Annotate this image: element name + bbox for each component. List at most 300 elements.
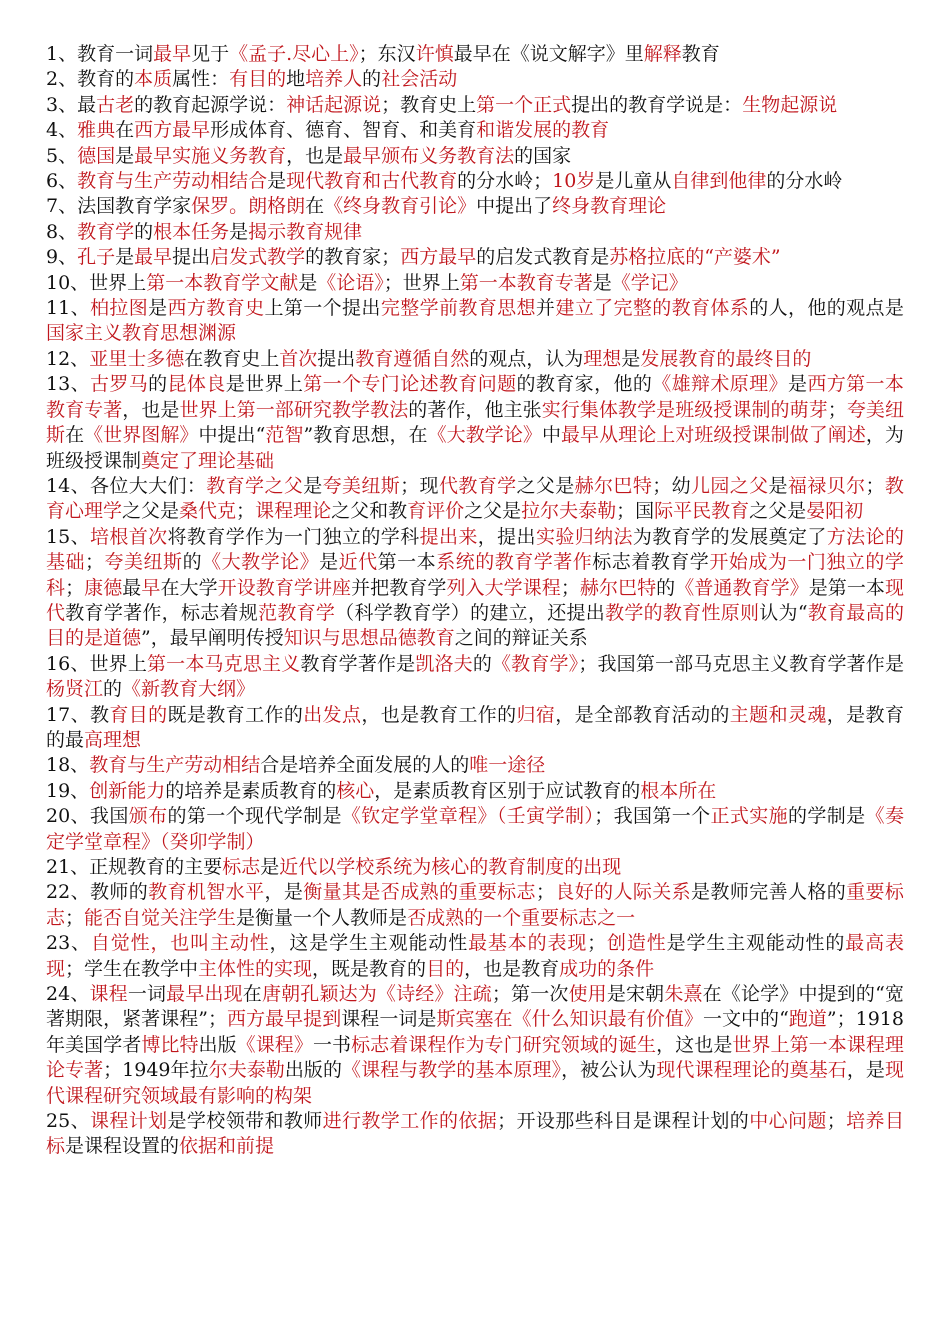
body-text: 的教育家； [305,246,401,269]
highlighted-text: 生物起源说 [742,93,838,116]
body-text: 在《论学》中提到的“宽著期限，紧著课程”； [46,983,904,1031]
body-text: ，提出 [477,525,536,548]
body-text: 的 [103,678,123,701]
body-text: 是 [621,347,641,370]
body-text: 11、 [46,297,90,320]
list-item [46,474,904,525]
highlighted-text: 西方教育史 [167,297,265,320]
body-text: 的 [134,220,154,243]
highlighted-text: 《大教学论》 [427,424,542,447]
body-text: 的观点，认为 [469,347,584,370]
highlighted-text: 最早颁布义务教育法 [343,144,515,167]
body-text: 8、 [46,220,78,243]
body-text: 15、 [46,525,90,548]
highlighted-text: 课程理论 [255,500,332,523]
body-text: ；我国第一个 [594,805,711,828]
body-text: ； [236,500,256,523]
highlighted-text: 自觉性，也叫主动性 [90,932,270,955]
body-text: 23、 [46,932,91,955]
body-text: 5、 [46,144,78,167]
body-text: 中提出了 [476,195,553,218]
highlighted-text: 育评价 [407,500,465,523]
body-text: ； [535,881,555,904]
body-text: 合是培养全面发展的人的 [260,754,470,777]
highlighted-text: 现代 [46,576,904,624]
body-text: 是衡量一个人教师是 [236,906,408,929]
body-text: ；世界上 [383,271,460,294]
list-item [46,855,904,880]
highlighted-text: 《课程》 [236,1033,313,1056]
highlighted-text: 最基本的表现 [468,932,588,955]
body-text: 是学生主观能动性的 [666,932,846,955]
highlighted-text: 首次 [279,347,318,370]
body-text: 是学校领带和教师 [167,1110,323,1133]
highlighted-text: 拉尔夫泰勒 [521,500,617,523]
body-text: 标志着教育学 [592,551,710,574]
highlighted-text: 开设教育学讲座 [217,576,352,599]
list-item [46,880,904,931]
list-item [46,93,904,118]
body-text: ，也是 [286,144,344,167]
body-text: ； [85,551,105,574]
body-text: 的人，他的观点是 [749,297,904,320]
body-text: 2、教育的 [46,68,135,91]
body-text: 为教育学的发展奠定了 [632,525,827,548]
highlighted-text: 启发式教学 [210,246,306,269]
body-text: 提出 [172,246,211,269]
list-item [46,652,904,703]
highlighted-text: 培养目标 [46,1110,904,1158]
body-text: ； [65,576,85,599]
body-text: 在 [115,119,135,142]
list-item [46,703,904,754]
highlighted-text: 范智 [265,424,304,447]
body-text: 24、 [46,983,90,1006]
highlighted-text: 《大教学论》 [202,551,320,574]
body-text: ；国 [616,500,655,523]
body-text: 的教育起源学说： [134,93,287,116]
highlighted-text: 开始成为一门独立的学科 [46,551,904,599]
highlighted-text: 使用 [568,983,607,1006]
body-text: ，被公认为 [561,1059,657,1082]
body-text: 属性： [172,68,230,91]
highlighted-text: 最早实施义务教育 [134,144,287,167]
highlighted-text: 《雄辩术原理》 [652,373,788,396]
highlighted-text: 否成熟的一个重要标志之一 [407,906,636,929]
body-text: 是课程设置的 [65,1135,180,1158]
body-text: 是 [115,144,135,167]
highlighted-text: 出发点 [303,703,362,726]
highlighted-text: 实行集体教学是班级授课制的萌芽 [541,398,828,421]
list-item [46,982,904,1109]
body-text: ，这也是 [656,1033,733,1056]
body-text: 12、 [46,347,90,370]
highlighted-text: 国家主义教育思想渊源 [46,322,237,345]
body-text: 19、 [46,779,90,802]
body-text: ，是全部教育活动的 [555,703,730,726]
highlighted-text: 最早出现 [166,983,243,1006]
highlighted-text: 苏格拉底的“产婆术” [609,246,781,269]
list-item [46,144,904,169]
highlighted-text: 教育与生产劳动相结合 [77,170,268,193]
body-text: 6、 [46,170,78,193]
body-text: 之父是 [122,500,180,523]
highlighted-text: 际平民教育 [654,500,750,523]
body-text: ”教育思想，在 [303,424,428,447]
body-text: 是 [768,474,788,497]
body-text: ；学生在教学中 [65,957,199,980]
body-text: 21、正规教育的主要 [46,856,223,878]
highlighted-text: 有目的 [229,68,287,91]
highlighted-text: 系统的教育学著作 [436,551,593,574]
highlighted-text: 最早 [134,246,173,269]
highlighted-text: 亚里士多德 [89,347,185,370]
body-text: 25、 [46,1110,90,1133]
body-text: 并 [535,297,556,320]
highlighted-text: 根本任务 [153,220,230,243]
highlighted-text: 晏阳初 [806,500,864,523]
list-item [46,220,904,245]
highlighted-text: 赫尔巴特 [574,474,653,497]
highlighted-text: 理想 [583,347,622,370]
list-item [46,931,904,982]
body-text: ；我国第一部马克思主义教育学著作是 [578,652,904,675]
body-text: 是 [115,246,135,269]
body-text: ； [827,398,847,421]
list-item [46,296,904,347]
highlighted-text: 桑代克 [179,500,237,523]
body-text: ；1949年拉 [103,1059,209,1082]
highlighted-text: 《世界图解》 [84,424,199,447]
list-item [46,42,904,67]
body-text: ；幼 [652,474,691,497]
body-text: 并把教育学 [351,576,447,599]
highlighted-text: 夸美纽斯 [46,398,904,447]
body-text: 1、教育一词 [46,43,154,65]
highlighted-text: 正式实施 [710,805,789,828]
body-text: 认为“ [759,601,808,624]
body-text: 将教育学作为一门独立的学科 [167,525,420,548]
body-text: ”，最早阐明传授 [141,627,284,650]
highlighted-text: 早 [141,576,161,599]
list-item [46,525,904,652]
body-text: 是 [229,220,249,243]
body-text: ； [560,576,580,599]
body-text: ；开设那些科目是课程计划的 [497,1110,750,1133]
body-text: 的国家 [514,144,572,167]
highlighted-text: 斯宾塞在《什么知识最有价值》 [436,1008,703,1031]
body-text: 是宋朝 [606,983,665,1006]
highlighted-text: 实验归纳法 [535,525,633,548]
highlighted-text: 范教育学 [258,601,336,624]
highlighted-text: 神话起源说 [286,93,382,116]
body-text: 形成体育、德育、智育、和美育 [210,119,477,142]
highlighted-text: 方法论的基础 [46,525,904,574]
highlighted-text: 列入大学课程 [446,576,561,599]
body-text: 最早在《说文解字》里 [453,43,644,65]
highlighted-text: 雅典 [77,119,116,142]
highlighted-text: 揭示教育规律 [248,220,363,243]
highlighted-text: 归宿 [516,703,556,726]
highlighted-text: 奠定了理论基础 [141,449,275,472]
body-text: 3、最 [46,93,97,116]
highlighted-text: 《钦定学堂章程》（壬寅学制） [341,805,595,828]
highlighted-text: 世界上第一本课程理论专著 [46,1033,904,1082]
body-text: 是教师完善人格的 [691,881,847,904]
highlighted-text: 唐朝孔颖达为《诗经》注疏 [261,983,492,1006]
highlighted-text: 教育学之父 [206,474,304,497]
highlighted-text: 高理想 [84,728,142,751]
highlighted-text: 西方最早提到 [227,1008,342,1031]
highlighted-text: 知识与思想品德教育 [283,627,455,650]
highlighted-text: 跑道 [788,1008,827,1031]
body-text: 16、世界上 [46,652,147,675]
highlighted-text: 中心问题 [749,1110,827,1133]
body-text: 的学制是 [788,805,866,828]
highlighted-text: 课程计划 [89,1110,168,1133]
highlighted-text: 近代 [338,551,378,574]
highlighted-text: 最早从理论上对班级授课制做了阐述 [561,424,866,447]
highlighted-text: 良好的人际关系 [554,881,692,904]
body-text: 的 [472,652,492,675]
body-text: 在 [305,195,325,218]
highlighted-text: 和谐发展的教育 [476,119,610,142]
body-text: 在大学 [160,576,218,599]
highlighted-text: 教育学 [77,220,135,243]
body-text: ，是 [264,881,304,904]
body-text: 的著作，他主张 [408,398,542,421]
body-text: ，是素质教育区别于应试教育的 [374,779,641,802]
body-text: （科学教育学）的建立，还提出 [335,601,606,624]
highlighted-text: 保罗。朗格朗 [191,195,306,218]
highlighted-text: 儿园之父 [690,474,769,497]
highlighted-text: 终身教育理论 [552,195,667,218]
body-text: 一词 [127,983,167,1006]
body-text: ；教育史上 [381,93,477,116]
highlighted-text: 课程 [89,983,128,1006]
highlighted-text: 《终身教育引论》 [324,195,477,218]
body-text: 是 [787,373,808,396]
body-text: 在 [242,983,262,1006]
body-text: ；东汉 [358,43,416,65]
highlighted-text: 《学记》 [611,271,688,294]
body-text: 4、 [46,119,78,142]
highlighted-text: 育目的 [109,703,168,726]
highlighted-text: 《课程与教学的基本原理》 [342,1059,562,1082]
body-text: 17、教 [46,703,110,726]
highlighted-text: 目的 [426,957,465,980]
highlighted-text: 10岁 [552,170,596,193]
highlighted-text: 康德 [84,576,123,599]
body-text: ，为班级授课制 [46,424,904,472]
highlighted-text: 第一个正式 [476,93,572,116]
highlighted-text: 西方最早 [134,119,211,142]
highlighted-text: 核心 [336,779,375,802]
highlighted-text: 现代课程理论的奠基石 [656,1059,847,1082]
highlighted-text: 创造性 [606,932,667,955]
highlighted-text: 提出来 [419,525,478,548]
highlighted-text: 夸美纽斯 [104,551,183,574]
highlighted-text: 培根首次 [89,525,168,548]
list-item [46,271,904,296]
body-text: 之父是 [749,500,807,523]
highlighted-text: 教育遵循自然 [355,347,470,370]
highlighted-text: 教育心理学 [46,474,904,523]
body-text: 是 [298,271,318,294]
list-item [46,67,904,92]
highlighted-text: 第一本马克思主义 [147,652,301,675]
body-text: 上第一个提出 [264,297,381,320]
body-text: 教育 [681,43,720,65]
body-text: 提出的教育学说是： [571,93,743,116]
highlighted-text: 主体性的实现 [198,957,313,980]
highlighted-text: 根本所在 [640,779,717,802]
body-text: 提出 [317,347,356,370]
body-text: 出版的 [284,1059,343,1082]
list-item [46,245,904,270]
highlighted-text: 第一个专门论述教育问题 [303,373,517,396]
highlighted-text: 教育机智水平 [148,881,265,904]
highlighted-text: 《普通教育学》 [675,576,809,599]
highlighted-text: 重要标志 [46,881,904,929]
highlighted-text: 博比特 [141,1033,199,1056]
body-text: 出版 [198,1033,237,1056]
body-text: 的第一个现代学制是 [167,805,342,828]
highlighted-text: 杨贤江 [46,678,104,701]
highlighted-text: 自律到他律 [671,170,767,193]
body-text: 10、世界上 [46,271,147,294]
body-text: 既是教育工作的 [167,703,304,726]
highlighted-text: 朱熹 [664,983,703,1006]
highlighted-text: 尔夫泰勒 [208,1059,285,1082]
body-text: 教育学著作，标志着规 [65,601,259,624]
list-item [46,753,904,778]
body-text: 18、 [46,754,90,777]
highlighted-text: 代教育学 [438,474,517,497]
body-text: 在 [65,424,85,447]
body-text: ；现 [400,474,439,497]
highlighted-text: 标志着课程作为专门研究领域的诞生 [351,1033,657,1056]
highlighted-text: 德国 [77,144,116,167]
highlighted-text: 许慎 [415,43,454,65]
highlighted-text: 标志 [222,856,261,878]
list-item [46,194,904,219]
highlighted-text: 夸美纽斯 [322,474,401,497]
body-text: 的启发式教育是 [476,246,610,269]
highlighted-text: 颁布 [128,805,168,828]
body-text: 7、法国教育学家 [46,195,192,218]
highlighted-text: 教学的教育性原则 [605,601,760,624]
highlighted-text: 发展教育的最终目的 [640,347,812,370]
highlighted-text: 唯一途径 [469,754,546,777]
body-text: 的 [182,551,203,574]
body-text: 是 [267,170,287,193]
body-text: 20、我国 [46,805,129,828]
highlighted-text: 近代以学校系统为核心的教育制度的出现 [279,856,622,878]
highlighted-text: 《孟子.尽心上》 [229,43,359,65]
list-item [46,372,904,474]
highlighted-text: 赫尔巴特 [579,576,657,599]
body-text: ，这是学生主观能动性 [269,932,469,955]
body-text: 地 [286,68,306,91]
highlighted-text: 古老 [96,93,135,116]
highlighted-text: 能否自觉关注学生 [84,906,237,929]
highlighted-text: 本质 [134,68,173,91]
body-text: 是世界上 [225,373,304,396]
body-text: 的 [362,68,382,91]
highlighted-text: 最早 [153,43,192,65]
body-text: ，也是教育 [464,957,560,980]
body-text: 的分水岭 [766,170,843,193]
body-text: 课程一词是 [341,1008,437,1031]
body-text: 是 [303,474,323,497]
body-text: 是儿童从 [595,170,672,193]
body-text: 是 [260,856,280,878]
body-text: 9、 [46,246,78,269]
highlighted-text: 昆体良 [167,373,226,396]
body-text: ； [826,1110,846,1133]
highlighted-text: 进行教学工作的依据 [322,1110,498,1133]
body-text: 的分水岭； [457,170,553,193]
highlighted-text: 凯洛夫 [415,652,473,675]
body-text: ，既是教育的 [312,957,427,980]
body-text: 是第一本 [808,576,885,599]
body-text: 22、教师的 [46,881,149,904]
body-text: 之父是 [464,500,522,523]
highlighted-text: 古罗马 [89,373,149,396]
highlighted-text: 社会活动 [381,68,458,91]
highlighted-text: 《论语》 [317,271,384,294]
body-text: 教育学著作是 [300,652,416,675]
list-item [46,169,904,194]
body-text: ”；1918年美国学者 [46,1008,904,1056]
body-text: 是 [319,551,339,574]
highlighted-text: 世界上第一部研究教学教法 [179,398,409,421]
body-text: ；第一次 [491,983,569,1006]
highlighted-text: 创新能力 [89,779,166,802]
highlighted-text: 成功的条件 [559,957,655,980]
list-item [46,804,904,855]
body-text: 14、各位大大们： [46,474,207,497]
body-text: 中 [541,424,561,447]
body-text: ，是教育的最 [46,703,904,751]
list-item [46,1109,904,1160]
body-text: 中提出“ [198,424,266,447]
highlighted-text: 培养人 [305,68,363,91]
body-text: 的培养是素质教育的 [165,779,337,802]
highlighted-text: 福禄贝尔 [787,474,866,497]
highlighted-text: 教育最高的目的是道德 [46,601,904,650]
highlighted-text: 《新教育大纲》 [122,678,256,701]
highlighted-text: 主题和灵魂 [729,703,827,726]
list-item [46,779,904,804]
body-text: ，也是 [122,398,180,421]
body-text: ，是 [846,1059,885,1082]
body-text: ； [865,474,885,497]
highlighted-text: 西方第一本教育专著 [46,373,904,421]
body-text: ，也是教育工作的 [361,703,517,726]
body-text: 的 [148,373,168,396]
highlighted-text: 西方最早 [400,246,477,269]
highlighted-text: 《教育学》 [492,652,579,675]
list-item [46,347,904,372]
highlighted-text: 柏拉图 [89,297,149,320]
body-text: ； [587,932,607,955]
highlighted-text: 解释 [643,43,682,65]
highlighted-text: 现代课程研究领域最有影响的构架 [46,1059,904,1107]
list-item [46,118,904,143]
highlighted-text: 最高表现 [46,932,904,980]
